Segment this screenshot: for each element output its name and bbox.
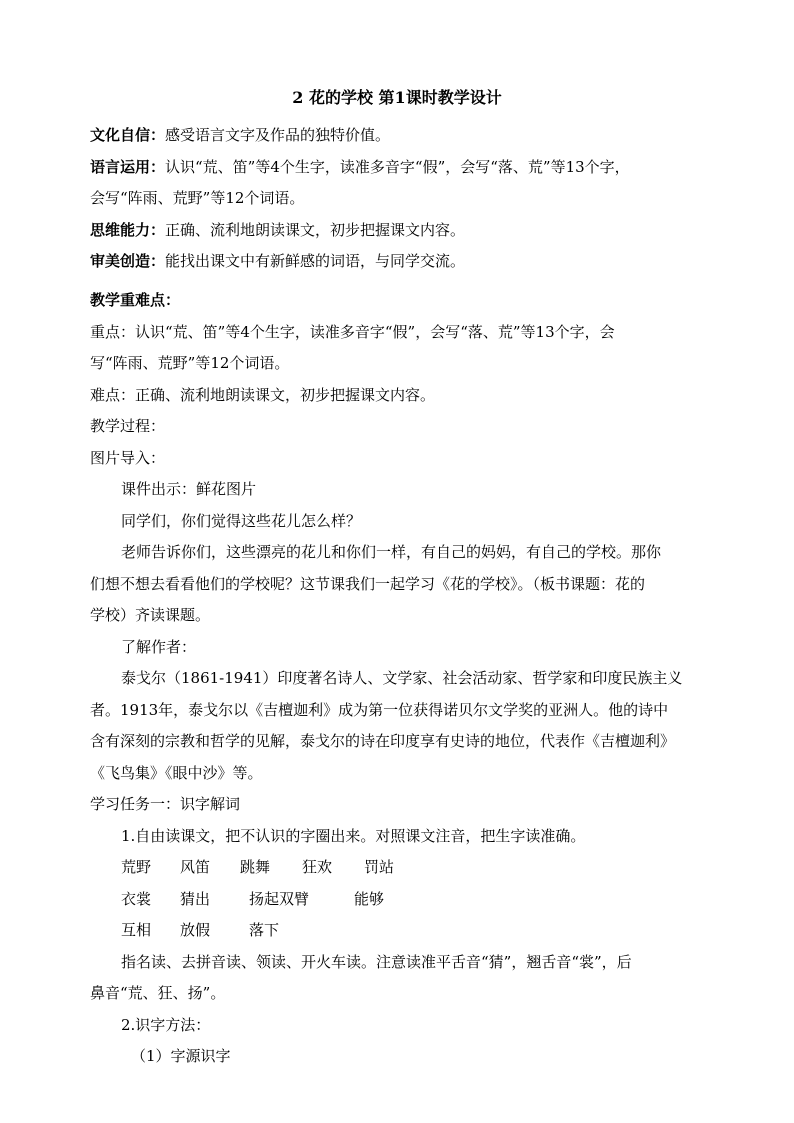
reading-line-1: 指名读、去拼音读、领读、开火车读。注意读准平舌音“猜”，翘舌音“裳”，后 (121, 953, 632, 971)
teacher-line-2: 们想不想去看看他们的学校呢？这节课我们一起学习《花的学校》。（板书课题：花的 (90, 575, 646, 593)
word-item: 放假 (180, 921, 211, 939)
author-line-3: 含有深刻的宗教和哲学的见解，泰戈尔的诗在印度享有史诗的地位，代表作《吉檀迦利》 (90, 732, 676, 750)
courseware-line: 课件出示：鲜花图片 (121, 480, 257, 498)
word-item: 跳舞 (240, 858, 271, 876)
word-item: 罚站 (364, 858, 395, 876)
process-heading: 教学过程： (90, 417, 166, 435)
objective-language (90, 157, 630, 177)
author-line-1: 泰戈尔（1861-1941）印度著名诗人、文学家、社会活动家、哲学家和印度民族主义 (121, 669, 683, 687)
objective-language-text-1: 认识“荒、笛”等4个生字，读准多音字“假”，会写“落、荒”等13个字， (165, 158, 630, 176)
task1-step1: 1.自由读课文，把不认识的字圈出来。对照课文注音，把生字读准确。 (121, 827, 586, 845)
intro-heading: 图片导入： (90, 449, 166, 467)
word-item: 能够 (354, 890, 385, 908)
word-item: 猜出 (180, 890, 211, 908)
objective-thinking (90, 220, 465, 240)
key-difficulty: 难点：正确、流利地朗读课文，初步把握课文内容。 (90, 386, 436, 404)
key-points-heading: 教学重难点： (90, 291, 181, 309)
teacher-line-1: 老师告诉你们，这些漂亮的花儿和你们一样，有自己的妈妈，有自己的学校。那你 (121, 543, 662, 561)
objective-aesthetic (90, 251, 465, 271)
word-item: 扬起双臂 (249, 890, 310, 908)
task1-step2: 2.识字方法： (121, 1016, 211, 1034)
word-item: 互相 (121, 921, 152, 939)
key-focus-line-1: 重点：认识“荒、笛”等4个生字，读准多音字“假”，会写“落、荒”等13个字，会 (90, 323, 615, 341)
word-item: 落下 (249, 921, 280, 939)
objective-aesthetic-text: 能找出课文中有新鲜感的词语，与同学交流。 (165, 252, 466, 270)
author-line-4: 《飞鸟集》《眼中沙》等。 (90, 764, 263, 782)
word-row-3 (121, 920, 279, 940)
word-item: 荒野 (121, 858, 152, 876)
author-line-2: 者。1913年，泰戈尔以《吉檀迦利》成为第一位获得诺贝尔文学奖的亚洲人。他的诗中 (90, 701, 669, 719)
task1-heading: 学习任务一：识字解词 (90, 795, 241, 813)
teacher-line-3: 学校）齐读课题。 (90, 606, 211, 624)
method-1: （1）字源识字 (131, 1047, 231, 1065)
objective-language-text-2: 会写“阵雨、荒野”等12个词语。 (90, 189, 305, 207)
question-line: 同学们，你们觉得这些花儿怎么样？ (121, 512, 362, 530)
key-focus-line-2: 写“阵雨、荒野”等12个词语。 (90, 354, 290, 372)
objective-culture-label: 文化自信： (90, 126, 166, 144)
word-row-2 (121, 889, 384, 909)
document-title: 2 花的学校 第1课时教学设计 (292, 88, 502, 107)
word-item: 狂欢 (302, 858, 333, 876)
objective-culture (90, 125, 390, 145)
word-item: 衣裳 (121, 890, 152, 908)
objective-culture-text: 感受语言文字及作品的独特价值。 (165, 126, 391, 144)
author-heading: 了解作者： (121, 638, 197, 656)
reading-line-2: 鼻音“荒、狂、扬”。 (90, 984, 226, 1002)
objective-thinking-label: 思维能力： (90, 221, 166, 239)
objective-aesthetic-label: 审美创造： (90, 252, 166, 270)
word-item: 风笛 (180, 858, 211, 876)
objective-language-label: 语言运用： (90, 158, 166, 176)
objective-thinking-text: 正确、流利地朗读课文，初步把握课文内容。 (165, 221, 466, 239)
word-row-1 (121, 857, 394, 877)
